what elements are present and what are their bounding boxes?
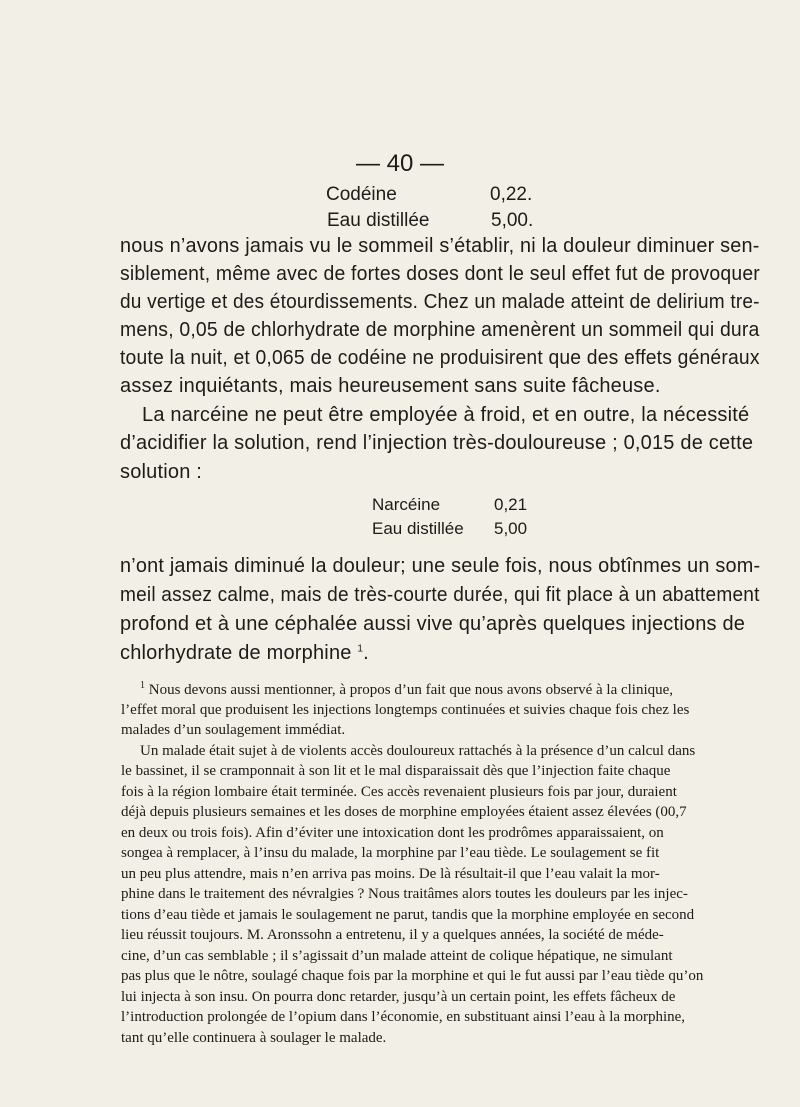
page-number: — 40 —	[355, 150, 445, 177]
footnote-line: fois à la région lombaire était terminée. Ces accès revenaient plusieurs fois par jour, duraient	[121, 784, 677, 800]
text-line: assez inquiétants, mais heureusement sans suite fâcheuse.	[120, 375, 661, 397]
footnote-line: tions d’eau tiède et jamais le soulagement ne parut, tandis que la morphine employée en second	[121, 907, 695, 923]
footnote-text: Nous devons aussi mentionner, à propos d’un fait que nous avons observé à la clinique,	[148, 682, 674, 698]
footnote-line: déjà depuis plusieurs semaines et les doses de morphine employées étaient assez élevées (00,7	[121, 804, 687, 820]
footnote-line: l’effet moral que produisent les injections longtemps continuées et suivies chaque fois chez les	[121, 702, 690, 718]
formula-quantity: 5,00	[494, 519, 528, 538]
footnote-line: tant qu’elle continuera à soulager le malade.	[121, 1030, 387, 1046]
text-line: solution :	[120, 461, 203, 483]
formula-ingredient: Narcéine	[372, 495, 441, 514]
footnote-line: en deux ou trois fois). Afin d’éviter une intoxication dont les prodrômes apparaissaient, on	[121, 825, 664, 841]
text-line	[120, 642, 369, 665]
text-line: toute la nuit, et 0,065 de codéine ne produisirent que des effets généraux	[120, 347, 760, 369]
footnote-line: phine dans le traitement des névralgies ? Nous traitâmes alors toutes les douleurs par les injec-	[121, 886, 688, 902]
text-line: nous n’avons jamais vu le sommeil s’établir, ni la douleur diminuer sen-	[120, 235, 760, 257]
formula-quantity: 5,00.	[491, 210, 534, 231]
footnote-line	[140, 682, 673, 699]
footnote-line: l’introduction prolongée de l’opium dans l’économie, en substituant ainsi l’eau à la morphine,	[121, 1009, 686, 1025]
footnote-marker: 1	[140, 680, 145, 691]
text-run: chlorhydrate de morphine	[120, 642, 352, 664]
text-line: siblement, même avec de fortes doses dont le seul effet fut de provoquer	[120, 263, 760, 285]
text-run: .	[363, 642, 369, 664]
formula-quantity: 0,21	[494, 495, 528, 514]
formula-ingredient: Eau distillée	[327, 210, 430, 231]
text-line: n’ont jamais diminué la douleur; une seule fois, nous obtînmes un som-	[120, 555, 761, 577]
footnote-line: lieu réussit toujours. M. Aronssohn a entretenu, il y a quelques années, la société de méde-	[121, 927, 664, 943]
footnote-reference: 1	[357, 643, 364, 655]
footnote-line: Un malade était sujet à de violents accès douloureux rattachés à la présence d’un calcul dans	[140, 743, 696, 759]
formula-quantity: 0,22.	[490, 184, 533, 205]
formula-ingredient: Eau distillée	[372, 519, 464, 538]
footnote-line: cine, d’un cas semblable ; il s’agissait d’un malade atteint de colique hépatique, ne simulant	[121, 948, 673, 964]
text-line: du vertige et des étourdissements. Chez un malade atteint de delirium tre-	[120, 291, 760, 313]
footnote-line: lui injecta à son insu. On pourra donc retarder, jusqu’à un certain point, les effets fâcheux de	[121, 989, 676, 1005]
footnote-line: le bassinet, il se cramponnait à son lit et le mal disparaissait dès que l’injection faite chaque	[121, 763, 671, 779]
footnote-line: malades d’un soulagement immédiat.	[121, 722, 346, 738]
text-line: d’acidifier la solution, rend l’injection très-douloureuse ; 0,015 de cette	[120, 432, 754, 454]
footnote-line: songea à remplacer, à l’insu du malade, la morphine par l’eau tiède. Le soulagement se fit	[121, 845, 660, 861]
text-line: mens, 0,05 de chlorhydrate de morphine amenèrent un sommeil qui dura	[120, 319, 760, 341]
formula-ingredient: Codéine	[326, 184, 397, 205]
text-line: profond et à une céphalée aussi vive qu’après quelques injections de	[120, 613, 746, 635]
footnote-line: pas plus que le nôtre, soulagé chaque fois par la morphine et qui le fut aussi par l’eau tiède qu’on	[121, 968, 704, 984]
text-line: La narcéine ne peut être employée à froid, et en outre, la nécessité	[142, 404, 750, 426]
footnote-line: un peu plus attendre, mais n’en arriva pas moins. De là résultait-il que l’eau valait la mor-	[121, 866, 660, 882]
text-line: meil assez calme, mais de très-courte durée, qui fit place à un abattement	[120, 584, 760, 606]
